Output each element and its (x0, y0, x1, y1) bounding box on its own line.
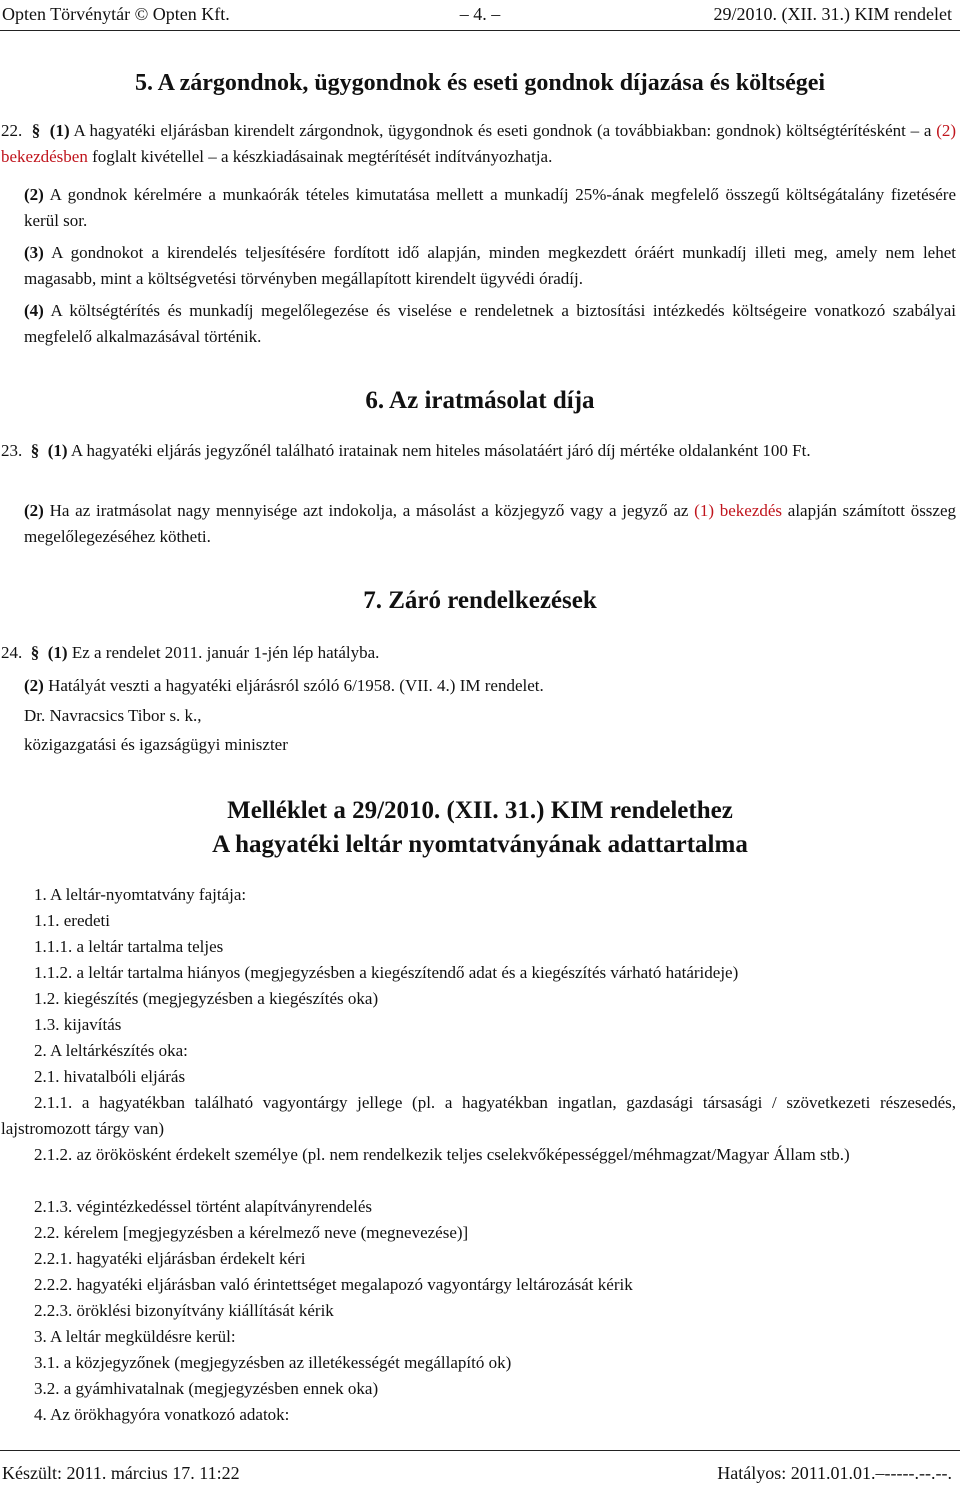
annex-item: 1.1.2. a leltár tartalma hiányos (megjegyzésben a kiegészítendő adat és a kiegészítés várható határideje) (34, 963, 739, 982)
paragraph-text: Ha az iratmásolat nagy mennyisége azt indokolja, a másolást a közjegyző vagy a jegyző az (49, 501, 695, 520)
paragraph-number: (2) (24, 676, 44, 695)
paragraph-number: (1) (47, 441, 68, 460)
section-number: 24. (1, 643, 23, 662)
reference-link[interactable]: (2) bekezdésben (1, 121, 957, 166)
paragraph-text: foglalt kivétellel – a készkiadásainak megtérítését indítványozhatja. (87, 147, 553, 166)
footer-effective: Hatályos: 2011.01.01.–-----.--.--. (717, 1463, 952, 1483)
annex-item: 4. Az örökhagyóra vonatkozó adatok: (34, 1405, 290, 1424)
paragraph-number: (1) (49, 121, 70, 140)
annex-item: 2.2. kérelem [megjegyzésben a kérelmező neve (megnevezése)] (34, 1223, 469, 1242)
annex-item: 1. A leltár-nyomtatvány fajtája: (34, 885, 247, 904)
header-decree-id: 29/2010. (XII. 31.) KIM rendelet (713, 4, 952, 24)
annex-item: 3. A leltár megküldésre kerül: (34, 1327, 236, 1346)
section-6-title: 6. Az iratmásolat díja (365, 387, 595, 414)
annex-item: 2. A leltárkészítés oka: (34, 1041, 188, 1060)
paragraph-text: A gondnokot a kirendelés teljesítésére fordított idő alapján, minden megkezdett óráért munkadíj illeti meg, amely nem lehet magasabb, mint a költségvetési törvényben megállapított kirendelt ügyvédi óradíj. (24, 243, 956, 288)
annex-item: 2.2.3. öröklési bizonyítvány kiállítását kérik (34, 1301, 334, 1320)
paragraph-number: (3) (24, 243, 44, 262)
paragraph-number: (4) (24, 301, 44, 320)
paragraph-text: A hagyatéki eljárásban kirendelt zárgondnok, ügygondnok és eseti gondnok (a továbbiakban: gondnok) költségtérítésként – a (73, 121, 937, 140)
paragraph-text: A költségtérítés és munkadíj megelőlegezése és viselése e rendeletnek a biztosítási intézkedés költségeire vonatkozó szabályai megfelelő alkalmazásával történik. (24, 301, 957, 346)
annex-item: 2.1.2. az örökösként érdekelt személye (pl. nem rendelkezik teljes cselekvőképességgel/méhmagzat/Magyar Állam stb.) (34, 1145, 850, 1164)
paragraph-number: (1) (47, 643, 68, 662)
annex-item: 1.3. kijavítás (34, 1015, 122, 1034)
annex-item: 1.1. eredeti (34, 911, 110, 930)
paragraph-text: alapján számított összeg megelőlegezéséhez kötheti. (24, 501, 957, 546)
paragraph-22-2 (24, 182, 956, 234)
paragraph-24-1 (1, 640, 956, 666)
signer-title: közigazgatási és igazságügyi miniszter (24, 735, 288, 754)
footer-divider (0, 1450, 960, 1451)
header-publisher: Opten Törvénytár © Opten Kft. (2, 4, 230, 24)
section-sign: § (30, 441, 40, 460)
section-5-title: 5. A zárgondnok, ügygondnok és eseti gondnok díjazása és költségei (134, 70, 826, 96)
annex-subtitle: A hagyatéki leltár nyomtatványának adattartalma (212, 831, 748, 858)
header-page-number: – 4. – (459, 4, 501, 24)
annex-title: Melléklet a 29/2010. (XII. 31.) KIM rendelethez (227, 797, 733, 824)
annex-item: 2.1. hivatalbóli eljárás (34, 1067, 186, 1086)
annex-item: 1.1.1. a leltár tartalma teljes (34, 937, 224, 956)
paragraph-22-4 (24, 298, 956, 350)
paragraph-24-2 (24, 673, 956, 699)
paragraph-number: (2) (24, 501, 44, 520)
header-divider (0, 30, 960, 31)
section-number: 23. (1, 441, 23, 460)
annex-item: 3.2. a gyámhivatalnak (megjegyzésben ennek oka) (34, 1379, 379, 1398)
paragraph-22-3 (24, 240, 956, 292)
section-sign: § (31, 121, 41, 140)
paragraph-23-1 (1, 438, 956, 464)
annex-item: 3.1. a közjegyzőnek (megjegyzésben az illetékességét megállapító ok) (34, 1353, 512, 1372)
paragraph-text: Hatályát veszti a hagyatéki eljárásról szóló 6/1958. (VII. 4.) IM rendelet. (48, 676, 544, 695)
annex-item: 2.1.1. a hagyatékban található vagyontárgy jellege (pl. a hagyatékban ingatlan, gazdasági társasági / szövetkezeti részesedés, lajstromozott tárgy van) (1, 1093, 956, 1138)
section-number: 22. (1, 121, 23, 140)
paragraph-23-2 (24, 498, 956, 550)
paragraph-text: A gondnok kérelmére a munkaórák tételes kimutatása mellett a munkadíj 25%-ának megfelelő összegű költségátalány fizetésére kerül sor. (24, 185, 956, 230)
footer-created: Készült: 2011. március 17. 11:22 (2, 1463, 240, 1483)
section-7-title: 7. Záró rendelkezések (363, 587, 597, 614)
annex-item: 2.2.1. hagyatéki eljárásban érdekelt kéri (34, 1249, 306, 1268)
section-sign: § (30, 643, 40, 662)
annex-item: 2.1.3. végintézkedéssel történt alapítványrendelés (34, 1197, 372, 1216)
paragraph-text: Ez a rendelet 2011. január 1-jén lép hatályba. (71, 643, 380, 662)
paragraph-text: A hagyatéki eljárás jegyzőnél található iratainak nem hiteles másolatáért járó díj mértéke oldalanként 100 Ft. (70, 441, 811, 460)
annex-item: 1.2. kiegészítés (megjegyzésben a kiegészítés oka) (34, 989, 379, 1008)
annex-item: 2.2.2. hagyatéki eljárásban való érintettséget megalapozó vagyontárgy leltározását kérik (34, 1275, 633, 1294)
paragraph-22-1 (1, 118, 956, 170)
paragraph-number: (2) (24, 185, 44, 204)
reference-link[interactable]: (1) bekezdés (694, 501, 783, 520)
signer-name: Dr. Navracsics Tibor s. k., (24, 706, 202, 725)
